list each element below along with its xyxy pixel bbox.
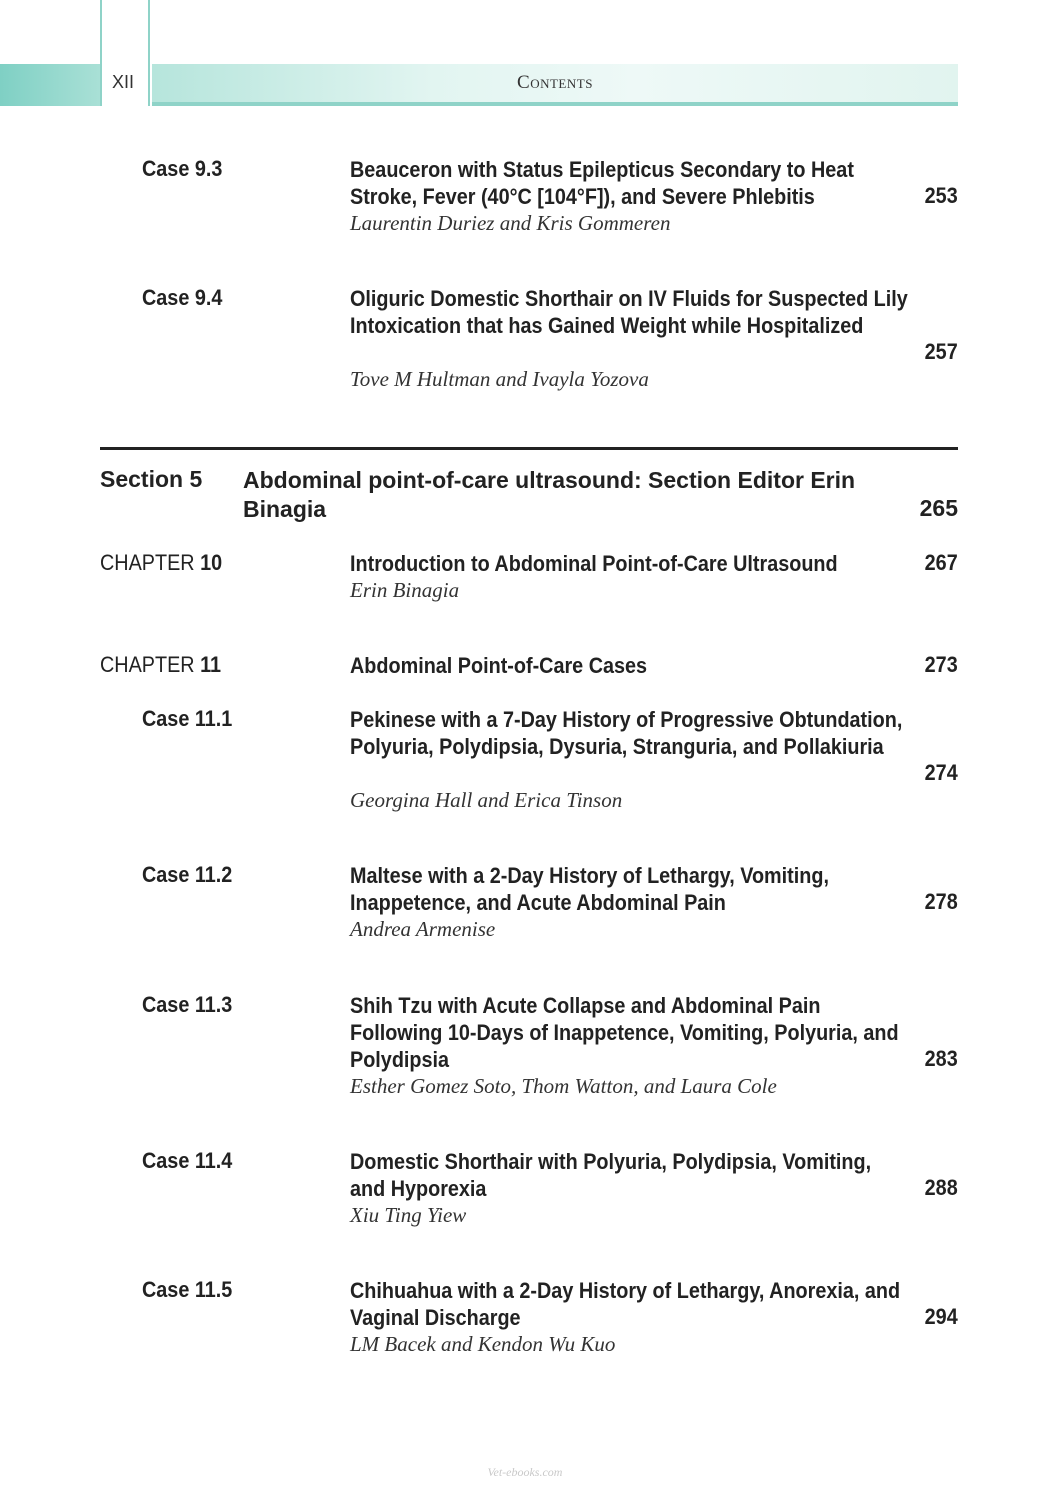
chapter-title[interactable]: Abdominal Point-of-Care Cases xyxy=(350,653,648,678)
case-authors: LM Bacek and Kendon Wu Kuo xyxy=(350,1332,616,1356)
page-ref[interactable]: 274 xyxy=(924,760,958,785)
page-ref[interactable]: 288 xyxy=(924,1175,958,1200)
case-label: Case 9.3 xyxy=(142,156,223,181)
case-label: Case 9.4 xyxy=(142,285,223,310)
page-ref[interactable]: 283 xyxy=(924,1046,958,1071)
page-number: XII xyxy=(112,72,135,92)
chapter-title[interactable]: Introduction to Abdominal Point-of-Care Ultrasound xyxy=(350,551,838,576)
header-rule-right xyxy=(148,0,150,106)
case-title[interactable]: Pekinese with a 7-Day History of Progressive Obtundation, Polyuria, Polydipsia, Dysuria, Stranguria, and Pollakiuria xyxy=(350,707,903,759)
case-authors: Andrea Armenise xyxy=(350,917,496,941)
case-title[interactable]: Chihuahua with a 2-Day History of Lethargy, Anorexia, and Vaginal Discharge xyxy=(350,1278,901,1330)
page-ref[interactable]: 273 xyxy=(924,652,958,677)
case-label: Case 11.1 xyxy=(142,706,233,731)
running-head: Contents xyxy=(517,72,593,93)
case-label: Case 11.4 xyxy=(142,1148,233,1173)
case-label: Case 11.3 xyxy=(142,992,233,1017)
page-ref[interactable]: 267 xyxy=(924,550,958,575)
watermark: Vet-ebooks.com xyxy=(487,1465,563,1479)
case-authors: Esther Gomez Soto, Thom Watton, and Laura Cole xyxy=(350,1074,777,1098)
case-title[interactable]: Shih Tzu with Acute Collapse and Abdominal Pain Following 10-Days of Inappetence, Vomiting, Polyuria, and Polydipsia xyxy=(350,993,899,1072)
page-ref[interactable]: 257 xyxy=(924,339,958,364)
case-title[interactable]: Maltese with a 2-Day History of Lethargy, Vomiting, Inappetence, and Acute Abdominal Pain xyxy=(350,863,829,915)
header-accent-left xyxy=(0,64,100,106)
header-rule-left xyxy=(100,0,102,106)
chapter-prefix: CHAPTER xyxy=(100,652,195,677)
case-authors: Xiu Ting Yiew xyxy=(350,1203,467,1227)
section-label: Section 5 xyxy=(100,466,203,492)
case-title[interactable]: Oliguric Domestic Shorthair on IV Fluids for Suspected Lily Intoxication that has Gained Weight while Hospitalized xyxy=(350,286,908,338)
case-title[interactable]: Domestic Shorthair with Polyuria, Polydipsia, Vomiting, and Hyporexia xyxy=(350,1149,872,1201)
chapter-number: 11 xyxy=(200,652,222,677)
case-label: Case 11.2 xyxy=(142,862,233,887)
chapter-number: 10 xyxy=(200,550,223,575)
case-authors: Tove M Hultman and Ivayla Yozova xyxy=(350,367,649,391)
section-divider xyxy=(100,447,958,450)
case-title[interactable]: Beauceron with Status Epilepticus Secondary to Heat Stroke, Fever (40°C [104°F]), and Severe Phlebitis xyxy=(350,157,854,209)
page-ref[interactable]: 253 xyxy=(924,183,958,208)
page-ref[interactable]: 294 xyxy=(924,1304,958,1329)
case-authors: Laurentin Duriez and Kris Gommeren xyxy=(350,211,671,235)
section-page-ref[interactable]: 265 xyxy=(919,495,958,521)
chapter-label xyxy=(100,652,221,678)
case-authors: Georgina Hall and Erica Tinson xyxy=(350,788,623,812)
section-title[interactable]: Abdominal point-of-care ultrasound: Section Editor Erin Binagia xyxy=(243,467,856,522)
chapter-prefix: CHAPTER xyxy=(100,550,195,575)
case-label: Case 11.5 xyxy=(142,1277,233,1302)
page-ref[interactable]: 278 xyxy=(924,889,958,914)
chapter-label xyxy=(100,550,222,576)
chapter-authors: Erin Binagia xyxy=(350,578,460,602)
